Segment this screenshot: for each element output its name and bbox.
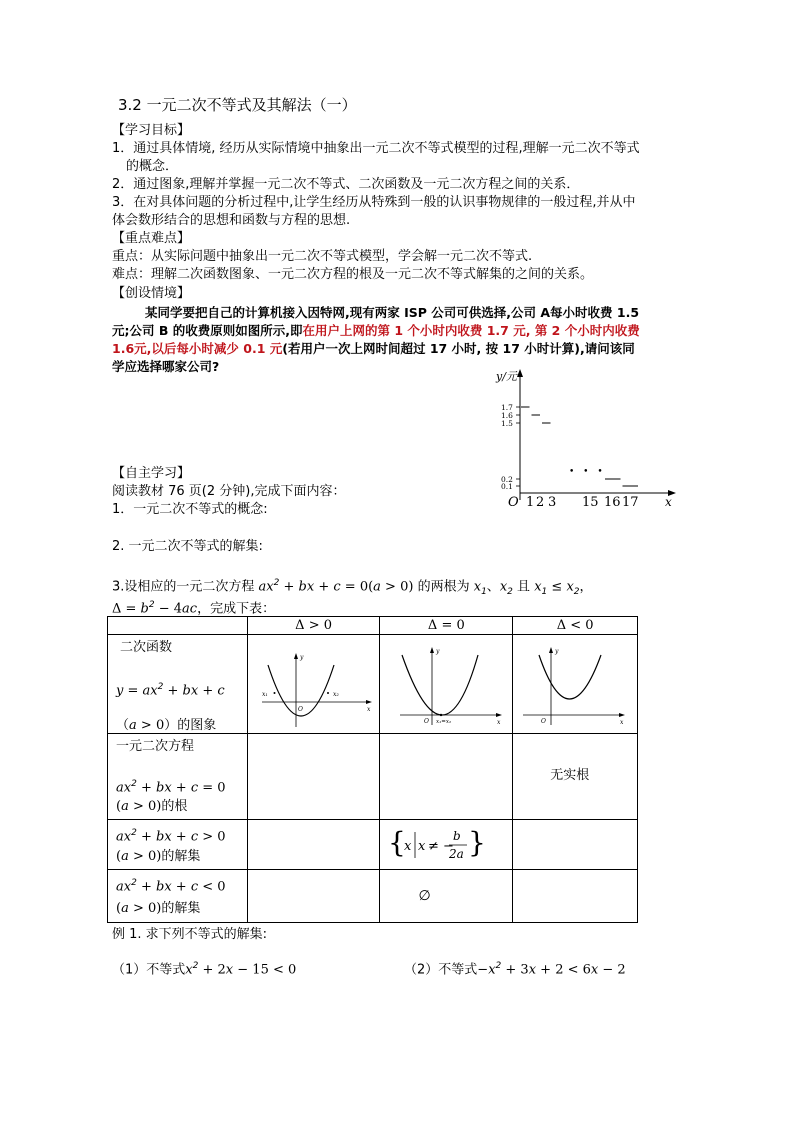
example-text: （2）不等式: [404, 962, 478, 978]
x-tick-label: 17: [622, 495, 639, 510]
row-function-label: 二次函数 $y = ax^2$ + bx + c （a > 0）的图象: [108, 635, 248, 734]
parabola-one-root: [380, 635, 512, 733]
svg-text:O: O: [541, 718, 547, 725]
relationship-table: [107, 616, 638, 923]
y-axis-label: y/元: [496, 370, 517, 383]
cell-roots-none: [513, 734, 638, 820]
fee-step-chart: [492, 366, 682, 511]
example-heading: 例 1. 求下列不等式的解集:: [112, 927, 268, 942]
empty-set: ∅: [418, 888, 431, 904]
svg-text:b: b: [453, 829, 462, 843]
q3-text: 且: [517, 579, 531, 595]
y-tick-label: 0.2: [501, 475, 513, 484]
y-tick-label: 1.7: [501, 403, 513, 412]
row-lt-label: $ax^2$ + bx + c < 0 (a > 0)的解集: [108, 870, 248, 923]
y-axis-arrow: [517, 369, 523, 377]
solution-set-x-ne: [388, 822, 488, 868]
cell-roots-one: [380, 734, 513, 820]
parabola-two-roots: [248, 635, 380, 733]
discriminant-line: $\Delta = b^2 - 4ac$，完成下表：: [112, 600, 276, 617]
header-delta-positive: Δ > 0: [247, 617, 380, 635]
row-gt-label: $ax^2$ + bx + c > 0 (a > 0)的解集: [108, 820, 248, 870]
label-text: 的解集: [161, 901, 201, 916]
x-tick-label: 15: [582, 495, 599, 510]
page-title: 3.2 一元二次不等式及其解法（一）: [118, 96, 357, 114]
cell-gt-one: [380, 820, 513, 870]
scenario-line: [112, 322, 640, 339]
example-text: （1）不等式: [112, 962, 186, 978]
question-2: 2. 一元二次不等式的解集:: [112, 539, 263, 554]
goal-item: 1．通过具体情境, 经历从实际情境中抽象出一元二次不等式模型的过程,理解一元二次不等式: [112, 141, 640, 156]
scenario-highlight: 在用户上网的第 1 个小时内收费 1.7 元, 第 2 个小时内收费: [302, 323, 640, 338]
label-text: 一元二次方程: [116, 739, 195, 754]
cell-lt-one: [380, 870, 513, 923]
graph-one-root: [380, 635, 513, 734]
svg-text:}: }: [468, 826, 487, 859]
svg-text:2a: 2a: [449, 847, 465, 861]
svg-text:x: x: [366, 706, 371, 713]
scenario-line: [112, 340, 635, 357]
label-text: 的根: [161, 799, 188, 814]
q3-text: 3.设相应的一元二次方程: [112, 579, 255, 595]
x-axis-label: x: [665, 495, 672, 509]
cell-lt-two: [247, 870, 380, 923]
goals-heading: 【学习目标】: [112, 123, 191, 138]
scenario-line: 学应选择哪家公司?: [112, 359, 220, 374]
y-tick-label: 1.6: [501, 411, 513, 420]
q3-text: ，完成下表：: [197, 601, 276, 617]
selfstudy-heading: 【自主学习】: [112, 466, 191, 481]
example-part-2: （2）不等式$-x^2 + 3x + 2 < 6x - 2$: [404, 961, 626, 978]
cell-lt-none: [513, 870, 638, 923]
goal-item: 体会数形结合的思想和函数与方程的思想.: [112, 213, 351, 228]
svg-text:≠ −: ≠ −: [428, 839, 455, 854]
scenario-highlight: 1.6元,以后每小时减少 0.1 元: [112, 341, 283, 356]
key-point: 重点：从实际问题中抽象出一元二次不等式模型，学会解一元二次不等式.: [112, 249, 533, 264]
svg-text:x₂: x₂: [332, 691, 339, 698]
cell-roots-two: [247, 734, 380, 820]
svg-text:x: x: [418, 839, 426, 854]
header-delta-negative: Δ < 0: [513, 617, 638, 635]
graph-two-roots: [247, 635, 380, 734]
question-3: 3.设相应的一元二次方程 $ax^2$ + bx + c = 0(a > 0) 的两根为 $x_1$、$x_2$ 且 $x_1 \le x_2$，: [112, 578, 593, 597]
graph-no-root: [513, 635, 638, 734]
svg-text:y: y: [299, 654, 304, 661]
svg-text:x₁=x₂: x₁=x₂: [436, 719, 452, 725]
no-real-root: 无实根: [550, 768, 590, 783]
label-text: 的解集: [161, 849, 201, 864]
x-tick-label: 16: [604, 495, 621, 510]
q3-text: 的两根为: [417, 579, 470, 595]
table-corner: [108, 617, 248, 635]
svg-text:x₁: x₁: [261, 691, 268, 698]
y-tick-label: 0.1: [501, 482, 513, 491]
svg-text:y: y: [555, 648, 559, 655]
x-tick-label: 1: [526, 495, 535, 510]
y-tick-label: 1.5: [501, 419, 513, 428]
label-text: 二次函数: [120, 640, 173, 655]
label-text: ）的图象: [164, 718, 217, 733]
x-tick-label: 3: [548, 495, 557, 510]
svg-text:x: x: [620, 719, 624, 726]
scenario-text: (若用户一次上网时间超过 17 小时, 按 17 小时计算),请问该同: [282, 341, 635, 356]
goal-item: 3．在对具体问题的分析过程中,让学生经历从特殊到一般的认识事物规律的一般过程,并从中: [112, 195, 636, 210]
svg-text:{: {: [388, 826, 407, 859]
question-1: 1．一元二次不等式的概念:: [112, 502, 268, 517]
cell-gt-none: [513, 820, 638, 870]
goal-item: 2．通过图象,理解并掌握一元二次不等式、二次函数及一元二次方程之间的关系．: [112, 177, 580, 192]
svg-text:O: O: [424, 718, 430, 725]
cell-gt-two: [247, 820, 380, 870]
parabola-no-root: [513, 635, 637, 733]
svg-text:y: y: [436, 648, 440, 655]
example-part-1: （1）不等式$x^2 + 2x - 15 < 0$: [112, 961, 297, 978]
svg-text:O: O: [297, 706, 303, 713]
svg-text:x: x: [404, 839, 412, 854]
scenario-heading: 【创设情境】: [112, 286, 191, 301]
difficult-point: 难点：理解二次函数图象、一元二次方程的根及一元二次不等式解集的之间的关系。: [112, 267, 594, 282]
x-tick-label: O: [508, 495, 519, 510]
svg-text:x: x: [497, 719, 501, 726]
header-delta-zero: Δ = 0: [380, 617, 513, 635]
row-equation-label: 一元二次方程 $ax^2$ + bx + c = 0 (a > 0)的根: [108, 734, 248, 820]
keypoints-heading: 【重点难点】: [112, 231, 191, 246]
ellipsis: • • •: [569, 467, 606, 477]
x-tick-label: 2: [536, 495, 545, 510]
scenario-text: 元;公司 B 的收费原则如图所示,即: [112, 323, 303, 338]
goal-item: 的概念．: [126, 159, 179, 174]
scenario-line: 某同学要把自己的计算机接入因特网,现有两家 ISP 公司可供选择,公司 A每小时收费 1.5: [145, 305, 640, 320]
selfstudy-intro: 阅读教材 76 页(2 分钟),完成下面内容：: [112, 484, 346, 499]
